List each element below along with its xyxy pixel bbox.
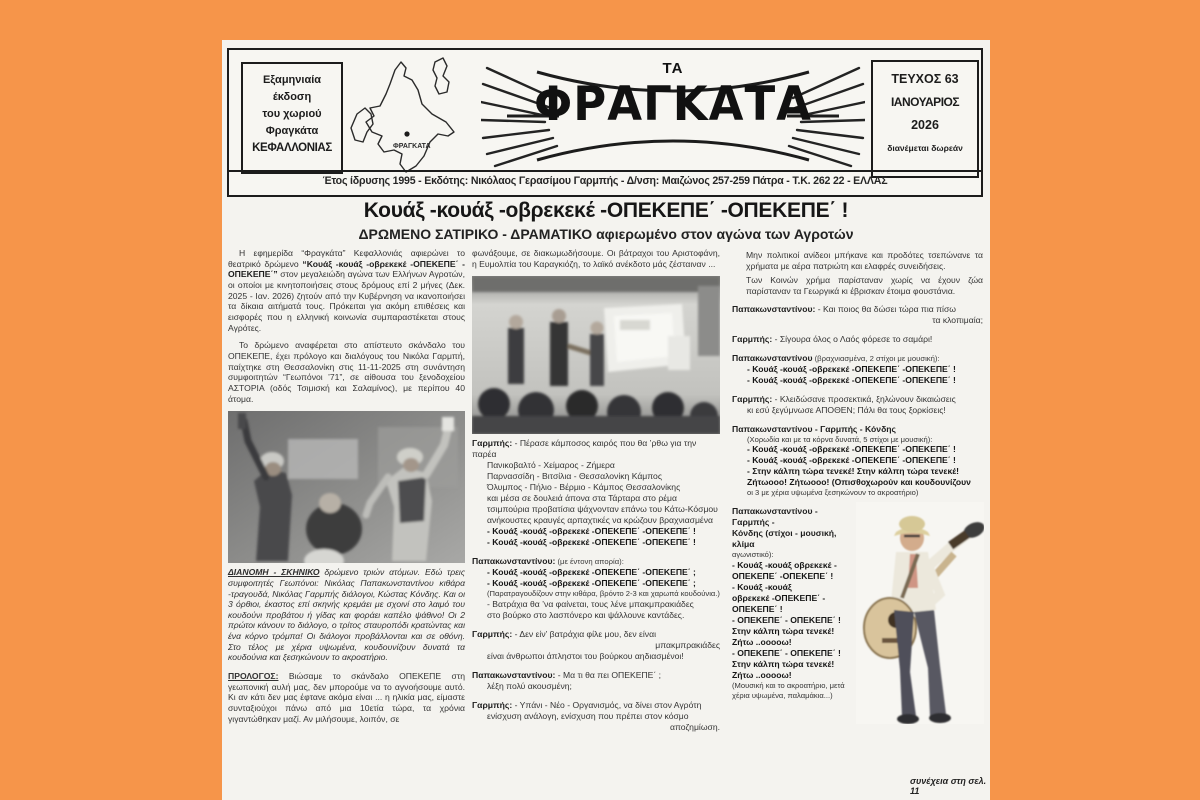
speaker-name: Παπακωνσταντίνου — [732, 352, 813, 363]
dialogue-line: - Κουάξ -κουάξ -οβρεκεκέ -ΟΠΕΚΕΠΕ΄ -ΟΠΕΚΕΠΕ΄ ! — [747, 374, 956, 385]
prologue-lead: ΠΡΟΛΟΓΟΣ: — [228, 671, 279, 682]
edition-info-box — [241, 62, 343, 174]
dialogue-speaker-line — [472, 556, 720, 567]
dialogue-line: Κόνδης (στίχοι - μουσική, κλίμα — [732, 528, 837, 550]
dialogue-line: Ζήτω ..οοοοω! — [732, 669, 792, 680]
paragraph-bold-title: “Κουάξ -κουάξ -οβρεκεκέ -ΟΠΕΚΕΠΕ΄ - ΟΠΕΚΕΠΕ΄” — [228, 258, 465, 280]
verse-paragraph: Των Κοινών χρήμα παρίσταναν χωρίς να έχουν ζώα παρίσταναν τα Γεωργικά κι έβρισκαν έτοιμα φουστάνια. — [746, 275, 983, 296]
dialogue-line: - ΟΠΕΚΕΠΕ΄ - ΟΠΕΚΕΠΕ΄ ! — [732, 647, 841, 658]
speaker-name: Γαρμπής: — [472, 438, 513, 449]
dialogue-line: - Κουάξ -κουάξ -οβρεκεκέ -ΟΠΕΚΕΠΕ΄ -ΟΠΕΚΕΠΕ΄ ! — [487, 526, 696, 537]
dialogue-line: Ζήτωοοο! Ζήτωοοο! (Οπισθοχωρούν και κουδουνίζουν — [747, 477, 971, 488]
dialogue-line: αγωνιστικό): — [732, 550, 774, 560]
speaker-name: Γαρμπής: — [732, 333, 773, 344]
dialogue-block — [732, 304, 983, 326]
dialogue-line: (Παρατραγουδίζουν στην κιθάρα, βρόντο 2-3 και χαρωπά κουδούνια.) — [487, 589, 720, 599]
edition-line: Φραγκάτα — [265, 125, 319, 138]
dialogue-line: και μέσα σε δουλειά άπονα στα Τάρταρα στο ρέμα — [487, 493, 677, 504]
dialogue-line: - Κουάξ -κουάξ — [732, 581, 792, 592]
speaker-name: Γαρμπής: — [472, 700, 513, 711]
dialogue-line: - Κουάξ -κουάξ οβρεκεκέ - — [732, 559, 837, 570]
dialogue-line: Παπακωνσταντίνου - Γαρμπής - — [732, 506, 818, 528]
paragraph-text: Η εφημερίδα “Φραγκάτα” Κεφαλλονιάς αφιερώνει το θεατρικό δρώμενο — [228, 248, 465, 269]
article-subheadline: ΔΡΩΜΕΝΟ ΣΑΤΙΡΙΚΟ - ΔΡΑΜΑΤΙΚΟ αφιερωμένο στον αγώνα των Αγροτών — [358, 226, 854, 242]
dialogue-speaker-line: Γαρμπής: - Δεν είν’ βατράχια φίλε μου, δεν είναι — [472, 629, 656, 640]
edition-line: του χωριού — [262, 108, 322, 121]
caption-text: δρώμενο τριών ατόμων. Εδώ τρεις συμφοιτητές Γεωπόνοι: Νικόλας Παπακωνσταντίνου κιθάρα -τραγουδά, Νικόλας Γαρμπής διάλογοι, Κώστας Κόνδης. Και οι 3 όρθιοι, έκαστος επί σκηνής κρεμάει με σχοινί στο λαιμό του κουδούνι προβάτου ή γίδας και φοράει καπέλο ψάθινο! Οι 2 πρώτοι κάνουν το διάλογο, ο τρίτος σταυροπόδι κρατώντας και ένα κόρνο τρόμπα! Οι διάλογοι προβάλλονται και σε οθόνη. Στο τέλος με χέρια υψωμένα, κουδουνίζουν δυνατά τα κουδούνια και ξεσηκώνουν το ακροατήριο. — [228, 567, 465, 663]
edition-line: Εξαμηνιαία — [262, 74, 322, 86]
verse-paragraph: Μην πολιτικοί ανίδεοι μπήκανε και προδότες τσεπώνανε τα χρήματα με αέρα πατριώτη και ελαφρές συνειδήσεις. — [746, 250, 983, 271]
dialogue-line: - Βατράχια θα ’να φαίνεται, τους λένε μπακμπρακιάδες — [487, 599, 694, 610]
dialogue-block — [472, 700, 720, 733]
audience-photo — [472, 276, 720, 434]
second-paragraph: Το δρώμενο αναφέρεται στο απίστευτο σκάνδαλο του ΟΠΕΚΕΠΕ, έχει πρόλογο και διαλόγους του Νικόλα Γαρμπή, παίχτηκε στη Θεσσαλονίκη στις 11-11-2025 στη συνάντηση συμφοιτητών “Γεωπόνοι ’71”, σε αίθουσα του ξενοδοχείου ΑΣΤΟΡΙΑ (οδός Τσιμισκή και Σαλαμίνος), με περίπου 40 άτομα. — [228, 340, 465, 404]
dialogue-line: Στην κάλπη τώρα τενεκέ! — [732, 625, 835, 636]
edition-line-region: ΚΕΦΑΛΛΟΝΙΑΣ — [252, 142, 332, 155]
dialogue-line: - Κουάξ -κουάξ -οβρεκεκέ -ΟΠΕΚΕΠΕ΄ -ΟΠΕΚΕΠΕ΄ ! — [747, 444, 956, 455]
issue-free-note: διανέμεται δωρεάν — [887, 143, 963, 153]
header-divider — [229, 170, 981, 172]
dialogue-line: - Στην κάλπη τώρα τενεκέ! Στην κάλπη τώρα τενεκέ! — [747, 466, 960, 477]
bottom-dialogue — [732, 506, 854, 724]
dialogue-line: ΟΠΕΚΕΠΕ΄ -ΟΠΕΚΕΠΕ΄ ! — [732, 570, 834, 581]
dialogue-line: λέξη πολύ ακουσμένη; — [487, 681, 572, 692]
dialogue-line: ΟΠΕΚΕΠΕ΄ ! — [732, 603, 783, 614]
speaker-name: Γαρμπής: — [732, 393, 773, 404]
speaker-name: Παπακωνσταντίνου: — [732, 303, 816, 314]
dialogue-line: τα κλοπιμαία; — [932, 314, 983, 325]
paragraph-text: στον μεγαλειώδη αγώνα των Ελλήνων Αγροτών, οι οποίοι με κινητοποιήσεις στους δρόμους επί 2 μήνες (Δεκ. 2025 - Ιαν. 2026) ζητούν από την Κυβέρνηση να ικανοποιήσει τα δίκαια αιτήματά τους. Πρόκειται για ακόμη επιθέσεις και εισφορές που η ελληνική κοινωνία συμπαραστέκεται στους Αγρότες. — [228, 269, 465, 333]
dialogue-line: Πανικοβαλτό - Χείμαρος - Ζήμερα — [487, 460, 615, 471]
dialogue-speaker-line: Παπακωνσταντίνου: - Και ποιος θα δώσει τώρα πια πίσω — [732, 303, 956, 314]
dialogue-speaker-line: Γαρμπής: - Σίγουρα όλος ο Λαός φόρεσε το σαμάρι! — [732, 333, 933, 344]
dialogue-block — [472, 438, 720, 548]
dialogue-block — [472, 556, 720, 621]
article-headline: Κουάξ -κουάξ -οβρεκεκέ -ΟΠΕΚΕΠΕ΄ -ΟΠΕΚΕΠΕ΄ ! — [363, 199, 849, 222]
dialogue-block — [732, 424, 983, 498]
column-3 — [732, 250, 983, 724]
dialogue-line: - Κουάξ -κουάξ -οβρεκεκέ -ΟΠΕΚΕΠΕ΄ -ΟΠΕΚΕΠΕ΄ ; — [487, 567, 696, 578]
dialogue-line: Στην κάλπη τώρα τενεκέ! — [732, 658, 835, 669]
dialogue-block — [472, 629, 720, 662]
dialogue-speaker-line — [732, 353, 983, 364]
dialogue-line: οι 3 με χέρια υψωμένα ξεσηκώνουν το ακροατήριο) — [747, 488, 919, 498]
dialogue-line: Παρνασσίδη - Βιτσίλια - Θεσσαλονίκη Κάμπος — [487, 471, 662, 482]
guitarist-photo — [856, 502, 984, 724]
speaker-name: Παπακωνσταντίνου - Γαρμπής - Κόνδης — [732, 423, 897, 434]
dialogue-column-2 — [472, 438, 720, 733]
prologue-text: Βιώσαμε το σκάνδαλο ΟΠΕΚΕΠΕ στη γεωπονική αυλή μας, δεν μπορούμε να το αγνοήσουμε αυτό. Κι αν κάτι δεν μας έφτανε ακόμα είναι ... η ηλικία μας, είμαστε συνταξιούχοι πάνω από μια 10ετία τώρα, τα χρόνια γιγαντώθηκαν μαζί. Αν μιλήσουμε, λοιπόν, σε — [228, 671, 465, 724]
kefalonia-map-icon — [343, 56, 485, 182]
dialogue-line: - Κουάξ -κουάξ -οβρεκεκέ -ΟΠΕΚΕΠΕ΄ -ΟΠΕΚΕΠΕ΄ ; — [487, 578, 696, 589]
dialogue-line: ενίσχυση ανάλογη, ενίσχυση που πρέπει στον κόσμο — [487, 711, 689, 722]
newspaper-page — [222, 40, 990, 800]
dialogue-line: κι εσύ ξεγύμνωσε ΑΠΟΘΕΝ; Πάλι θα τους ξορκίσεις! — [747, 404, 946, 415]
column-2 — [472, 248, 720, 741]
publisher-line: Έτος ίδρυσης 1995 - Εκδότης: Νικόλαος Γερασίμου Γαρμπής - Δ/νση: Μαιζώνος 257-259 Πάτρα - Τ.Κ. 262 22 - ΕΛΛΑΣ — [322, 175, 888, 187]
dialogue-speaker-line: Παπακωνσταντίνου: - Μα τι θα πει ΟΠΕΚΕΠΕ΄ ; — [472, 670, 662, 681]
column-1 — [228, 248, 465, 731]
issue-year: 2026 — [911, 118, 939, 132]
dialogue-block — [472, 670, 720, 692]
photo-caption — [228, 567, 465, 663]
stage-direction: (με έντονη απορία): — [555, 557, 624, 567]
continuation-paragraph: φωνάξουμε, σε διακωμωδήσουμε. Οι βάτραχοι του Αριστοφάνη, η Ευμολπία του Καραγκιόζη, το λαϊκό ανέκδοτο μάς ζέσταιναν ... — [472, 248, 720, 269]
map-village-dot — [404, 131, 409, 136]
dialogue-line: - ΟΠΕΚΕΠΕ΄ - ΟΠΕΚΕΠΕ΄ ! — [732, 614, 841, 625]
bottom-section — [732, 506, 983, 724]
dialogue-block — [732, 394, 983, 416]
map-village-label: ΦΡΑΓΚΑΤΑ — [393, 143, 431, 150]
dialogue-speaker-line: Γαρμπής: - Πέρασε κάμποσος καιρός που θα ’ρθω για την παρέα — [472, 438, 697, 460]
dialogue-line: τσιμπούρια προβατίσια ψάχνονταν επάνω του Κάτω-Κόσμου — [487, 504, 718, 515]
dialogue-line: Ζήτω ..οοοοω! — [732, 636, 792, 647]
dialogue-line: αποζημίωση. — [669, 722, 720, 733]
dialogue-speaker-line: Γαρμπής: - Υπάνι - Νέο - Οργανισμός, να δίνει στον Αγρότη — [472, 700, 702, 711]
dialogue-column-3 — [732, 304, 983, 498]
masthead-ta: ΤΑ — [662, 60, 684, 77]
dialogue-line: οβρεκεκέ -ΟΠΕΚΕΠΕ΄ - — [732, 592, 826, 603]
dialogue-line: (Χορωδία και με τα κόρνα δυνατά, 5 στίχοι με μουσική): — [747, 434, 933, 444]
issue-info-box — [871, 60, 979, 178]
dialogue-line: χέρια υψωμένα, παλαμάκια...) — [732, 690, 833, 700]
dialogue-block — [732, 353, 983, 386]
dialogue-speaker-line — [732, 424, 983, 435]
dialogue-line: μπακμπρακιάδες — [655, 640, 720, 651]
stage-direction: (βραχνιασμένα, 2 στίχοι με μουσική): — [812, 353, 940, 363]
masthead-box — [227, 48, 983, 197]
dialogue-line: Όλυμπος - Πήλιο - Βέρμιο - Κάμπος Θεσσαλονίκης — [487, 482, 681, 493]
dialogue-line: - Κουάξ -κουάξ -οβρεκεκέ -ΟΠΕΚΕΠΕ΄ -ΟΠΕΚΕΠΕ΄ ! — [747, 455, 956, 466]
dialogue-line: (Μουσική και το ακροατήριο, μετά — [732, 680, 845, 690]
speaker-name: Παπακωνσταντίνου: — [472, 556, 556, 567]
continued-on-page-note: συνέχεια στη σελ. 11 — [910, 776, 987, 796]
masthead-title — [481, 58, 865, 172]
dialogue-speaker-line: Γαρμπής: - Κλειδώσανε προσεκτικά, ξηλώνουν δικαιώσεις — [732, 393, 956, 404]
dialogue-line: - Κουάξ -κουάξ -οβρεκεκέ -ΟΠΕΚΕΠΕ΄ -ΟΠΕΚΕΠΕ΄ ! — [487, 537, 696, 548]
dialogue-block — [732, 334, 983, 345]
masthead-name: ΦΡΑΓΚΑΤΑ — [534, 75, 812, 132]
edition-line: έκδοση — [272, 91, 312, 104]
prologue-paragraph — [228, 671, 465, 724]
dialogue-line: είναι άνθρωποι άπληστοι του βούρκου αηδιασμένοι! — [487, 651, 684, 662]
performers-photo — [228, 411, 465, 563]
caption-lead: ΔΙΑΝΟΜΗ - ΣΚΗΝΙΚΟ — [228, 567, 320, 578]
speaker-name: Γαρμπής: — [472, 629, 513, 640]
issue-number: ΤΕΥΧΟΣ 63 — [891, 72, 959, 86]
dialogue-line: ανήκουστες κραυγές αρπαχτικές να κρώζουν βραχνιασμένα — [487, 515, 714, 526]
dialogue-line: - Κουάξ -κουάξ -οβρεκεκέ -ΟΠΕΚΕΠΕ΄ -ΟΠΕΚΕΠΕ΄ ! — [747, 363, 956, 374]
speaker-name: Παπακωνσταντίνου: — [472, 670, 556, 681]
dialogue-line: στο βούρκο στο λασπόνερο και ψάλλουνε καντάδες. — [487, 610, 685, 621]
issue-month: ΙΑΝΟΥΑΡΙΟΣ — [890, 95, 960, 109]
intro-paragraph — [228, 248, 465, 333]
